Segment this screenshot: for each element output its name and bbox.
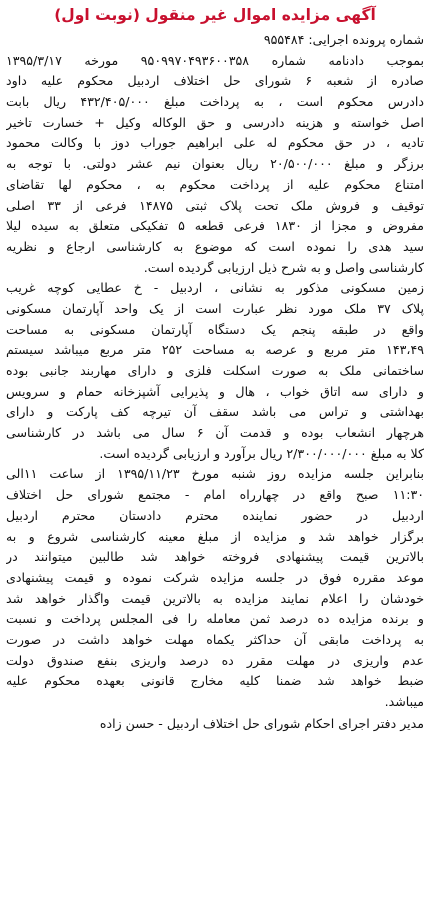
notice-line: توقیف و فروش ملک تحت پلاک ثبتی ۱۴۸۷۵ فرعی از ۳۳ اصلی: [6, 197, 424, 213]
notice-line: واقع در طبقه پنجم یک دستگاه آپارتمان مسکونی به مساحت: [6, 321, 424, 337]
notice-line: سید هدی را نموده است که موضوع به کارشناسی ارجاع و نظریه: [6, 238, 424, 254]
notice-line: بهداشتی و تراس می باشد سقف آن تیرچه کف پارکت و دارای: [6, 404, 424, 420]
notice-line: صادره از شعبه ۶ شورای حل اختلاف اردبیل محکوم علیه داود: [6, 73, 424, 89]
notice-line: بالاترین قیمت پیشنهادی فروخته خواهد شد طالبین میتوانند در: [6, 549, 424, 565]
notice-line: میباشد.: [384, 694, 424, 709]
notice-line: ضبط خواهد شد ضمنا کلیه مخارج قانونی بعهده محکوم علیه: [6, 673, 424, 689]
notice-line: مفروض و مجزا از ۱۸۳۰ فرعی قطعه ۵ تفکیکی متعلق به سیده لیلا: [6, 218, 424, 234]
notice-line: شماره پرونده اجرایی: ۹۵۵۴۸۴: [263, 32, 424, 47]
notice-line: اردبیل در حضور نماینده محترم دادستان محترم اردبیل: [6, 507, 424, 523]
notice-line: برگزار خواهد شد و مزایده از مبلغ معینه کارشناسی شروع و به: [6, 528, 424, 544]
notice-line: پلاک ۳۷ ملک مورد نظر عبارت است از یک واحد آپارتمان مسکونی: [6, 300, 424, 316]
notice-line: برزگر و مبلغ ۲۰/۵۰۰/۰۰۰ ریال بعنوان نیم عشر دولتی. با توجه به: [6, 156, 424, 172]
notice-line: کلا به مبلغ ۲/۳۰۰/۰۰۰/۰۰۰ ریال برآورد و ارزیابی گردیده است.: [99, 445, 424, 461]
notice-line: زمین مسکونی مذکور به نشانی ، اردبیل - خ عطایی کوچه غریب: [6, 280, 424, 296]
notice-line: و برنده مزایده ده درصد ثمن معامله را فی المجلس پرداخت و نسبت: [6, 611, 424, 627]
notice-line: به پرداخت مابقی آن حداکثر یکماه مهلت خواهد داشت در صورت: [6, 631, 424, 647]
notice-line: اصل خواسته و هزینه دادرسی و حق الوکاله وکیل + خسارت تاخیر: [6, 114, 424, 130]
notice-line: دادرس محکوم است ، به پرداخت مبلغ ۴۳۲/۴۰۵/۰۰۰ ریال بابت: [6, 94, 424, 110]
notice-line: ۱۱:۳۰ صبح واقع در چهارراه امام - مجتمع شورای حل اختلاف: [6, 487, 424, 503]
notice-title: آگهی مزایده اموال غیر منقول (نوبت اول): [54, 6, 376, 24]
notice-line: ساختمانی ملک به صورت اسکلت فلزی و دارای مهاربند جانبی بوده: [6, 363, 424, 378]
notice-line: کارشناسی واصل و به شرح ذیل ارزیابی گردیده است.: [143, 259, 424, 275]
notice-signature: مدیر دفتر اجرای احکام شورای حل اختلاف اردبیل - حسن زاده: [99, 715, 424, 731]
notice-line: ۱۴۳،۴۹ متر مربع و عرصه به مساحت ۲۵۲ متر مربع میباشد سیستم: [6, 342, 424, 358]
notice-line: بموجب دادنامه شماره ۹۵۰۹۹۷۰۴۹۳۶۰۰۳۵۸ مورخه ۱۳۹۵/۳/۱۷: [6, 52, 424, 68]
notice-line: تادیه ، در حق محکوم له علی ابراهیم جوراب دوز با وکالت محمود: [6, 135, 424, 151]
notice-body: [6, 30, 424, 713]
notice-line: امتناع محکوم علیه از پرداخت محکوم به ، محکوم لها تقاضای: [6, 176, 424, 192]
notice-line: هرچهار انشعاب بوده و قدمت آن ۶ سال می باشد در کارشناسی: [6, 425, 424, 441]
notice-line: خودشان را اعلام نمایند مزایده به بالاترین قیمت واگذار خواهد شد: [6, 590, 424, 606]
notice-line: موعد مقرره فوق در جلسه مزایده شرکت نموده و قیمت پیشنهادی: [6, 569, 424, 585]
notice-line: عدم واریزی در مهلت مقرر ده درصد واریزی بنفع صندوق دولت: [6, 652, 424, 668]
notice-line: بنابراین جلسه مزایده روز شنبه مورخ ۱۳۹۵/۱۱/۲۳ از ساعت ۱۱الی: [6, 466, 424, 482]
notice-line: و دارای سه اتاق خواب ، هال و پذیرایی آشپزخانه حمام و سرویس: [6, 383, 424, 399]
